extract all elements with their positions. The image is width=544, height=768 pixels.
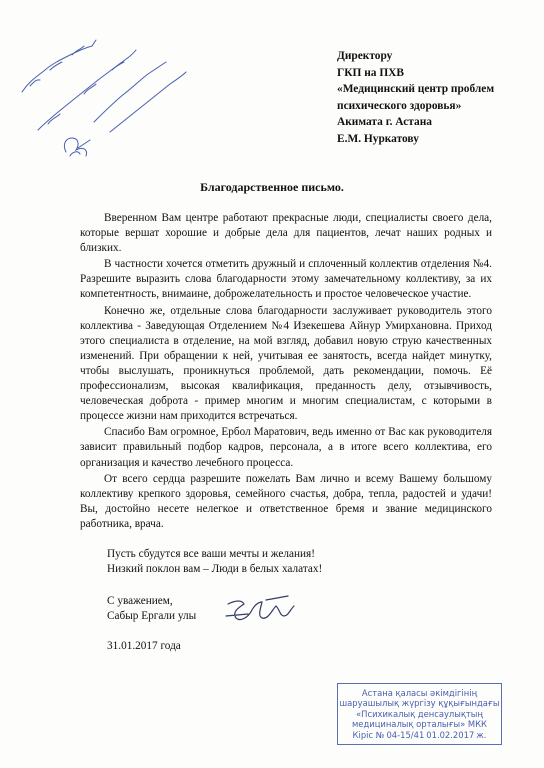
stamp-reg-date: 01.02.2017 (426, 729, 475, 740)
handwriting-date (94, 62, 166, 122)
stamp-line: «Психикалық денсаулықтың (356, 708, 483, 719)
letter-title: Благодарственное письмо. (200, 180, 344, 194)
signoff-author: Сабыр Ергали улы (107, 610, 197, 623)
addressee-line: Е.М. Нуркатову (337, 132, 419, 145)
signoff-block (107, 594, 196, 624)
handwriting-name-2 (38, 50, 136, 130)
registration-stamp (337, 683, 502, 745)
stamp-line: Астана қаласы әкімдігінің (361, 688, 478, 698)
stamp-line: шаруашылық жүргізу құқығындағы (339, 698, 500, 709)
handwriting-name-1-trail (30, 46, 84, 86)
closing-wish: Пусть сбудутся все ваши мечты и желания! (107, 548, 315, 560)
body-paragraph: Спасибо Вам огромное, Ербол Маратович, ведь именно от Вас как руководителя зависит правильный подбор кадров, персонала, а в итоге всего коллектива, его организация и качество лечебного процесса. (80, 426, 492, 469)
letter-body (80, 211, 492, 533)
stamp-reg-suffix: ж. (476, 729, 487, 740)
body-paragraph: Конечно же, отдельные слова благодарности заслуживает руководитель этого коллектива - Заведующая Отделением №4 Изекешева Айнур Умирхановна. Приход этого специалиста в отделение, на мой взгляд, добавил новую струю качественных изменений. При обращении к ней, учитывая ее занятость, всегда найдет минутку, чтобы выслушать, проникнуться проблемой, дать рекомендации, помочь. Её профессионализм, высокая квалификация, преданность делу, отзывчивость, человеческая доброта - пример многим и многим специалистам, с которыми в процессе жизни нам приходится встречаться. (80, 304, 492, 423)
letter-date: 31.01.2017 года (107, 640, 181, 652)
stamp-reg-prefix: Кіріс № (352, 729, 385, 740)
addressee-line: ГКП на ПХВ (337, 66, 405, 79)
stamp-line: медициналық орталығы» МКК (351, 719, 488, 730)
stamp-registration (338, 730, 501, 740)
signature (222, 592, 300, 628)
addressee-block (337, 48, 537, 148)
body-paragraph: В частности хочется отметить дружный и сплоченный коллектив отделения №4. Разрешите выразить слова благодарности этому замечательному коллективу, за их компетентность, внимаине, доброжелательность и простое человеческое участие. (80, 258, 492, 301)
addressee-line: Директору (337, 50, 393, 62)
body-paragraph: Вверенном Вам центре работают прекрасные люди, специалисты своего дела, которые вершат хорошие и добрые дела для пациентов, лечат наших родных и близких. (80, 212, 492, 255)
signoff-regards: С уважением, (107, 595, 173, 607)
handwriting-name-2-trail (48, 62, 124, 124)
addressee-line: «Медицинский центр проблем (337, 83, 495, 96)
body-paragraph: От всего сердца разрешите пожелать Вам лично и всему Вашему большому коллективу крепкого здоровья, семейного счастья, добра, тепла, радостей и удачи! Вы, достойно несете нелегкое и ответственное бремя и звание медицинского работника, врача. (80, 472, 492, 530)
handwriting-name-1 (22, 40, 96, 92)
addressee-line: Акимата г. Астана (337, 116, 432, 129)
handwriting-initials (64, 138, 90, 156)
addressee-line: психического здоровья» (337, 99, 462, 112)
closing-wish: Низкий поклон вам – Люди в белых халатах! (107, 563, 323, 576)
stamp-reg-number: 04-15/41 (386, 729, 425, 740)
handwriting-instruction (110, 72, 186, 132)
closing-wishes (107, 547, 437, 577)
